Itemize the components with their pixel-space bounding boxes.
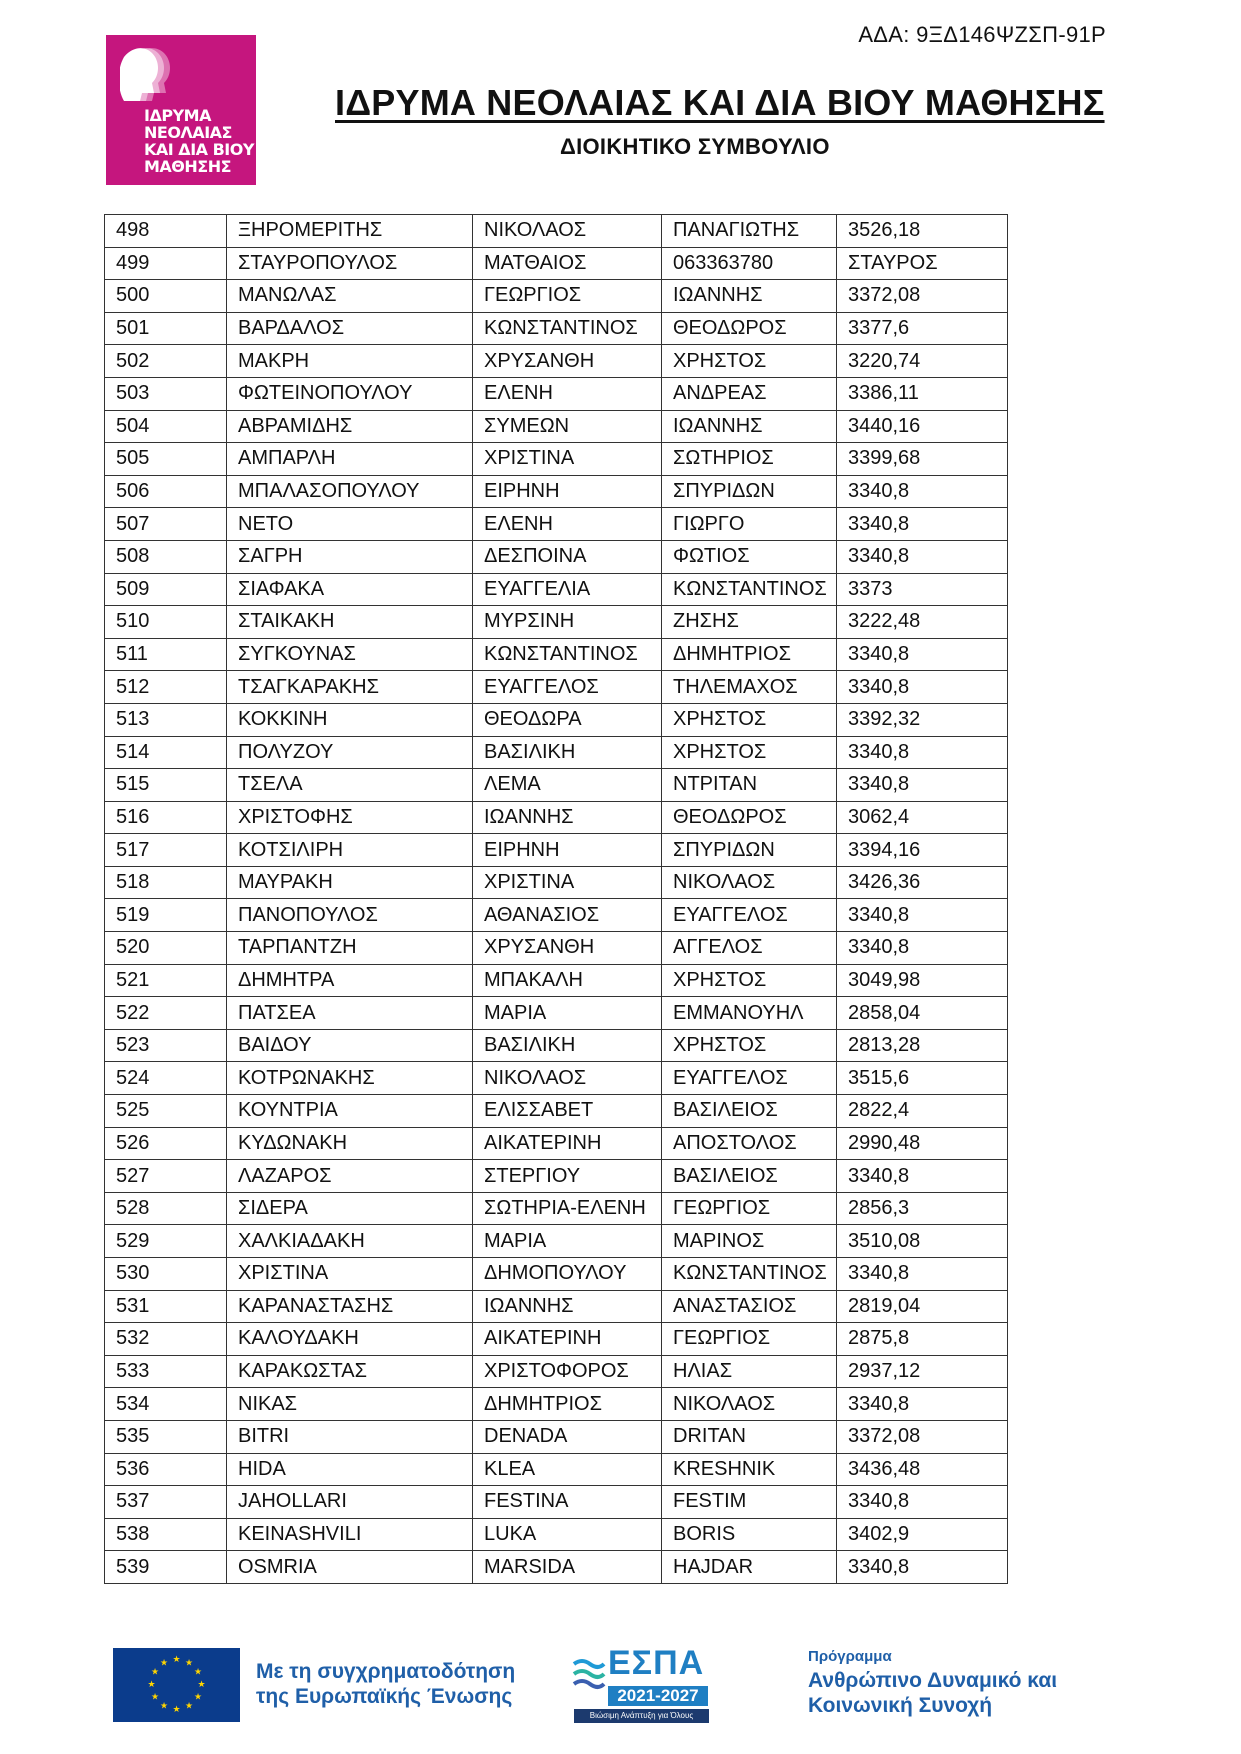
surname-cell: ΠΟΛΥΖΟΥ xyxy=(227,736,473,769)
surname-cell: ΚΑΡΑΝΑΣΤΑΣΗΣ xyxy=(227,1290,473,1323)
amount-cell: 3340,8 xyxy=(837,932,1008,965)
father-name-cell: ΣΩΤΗΡΙΟΣ xyxy=(662,443,837,476)
program-name-line: Ανθρώπινο Δυναμικό και xyxy=(808,1669,1058,1692)
first-name-cell: ΑΙΚΑΤΕΡΙΝΗ xyxy=(473,1323,662,1356)
first-name-cell: ΧΡΙΣΤΙΝΑ xyxy=(473,866,662,899)
table-row xyxy=(105,671,1008,704)
first-name-cell: ΝΙΚΟΛΑΟΣ xyxy=(473,1062,662,1095)
amount-cell: 3062,4 xyxy=(837,801,1008,834)
father-name-cell: ΤΗΛΕΜΑΧΟΣ xyxy=(662,671,837,704)
father-name-cell: ΕΜΜΑΝΟΥΗΛ xyxy=(662,997,837,1030)
surname-cell: ΞΗΡΟΜΕΡΙΤΗΣ xyxy=(227,215,473,248)
father-name-cell: ΘΕΟΔΩΡΟΣ xyxy=(662,312,837,345)
table-row xyxy=(105,1029,1008,1062)
amount-cell: 3340,8 xyxy=(837,1486,1008,1519)
father-name-cell: 063363780 xyxy=(662,247,837,280)
first-name-cell: ΣΤΕΡΓΙΟΥ xyxy=(473,1160,662,1193)
table-row xyxy=(105,834,1008,867)
row-number-cell: 512 xyxy=(105,671,227,704)
amount-cell: 3340,8 xyxy=(837,508,1008,541)
row-number-cell: 539 xyxy=(105,1551,227,1584)
first-name-cell: ΜΑΡΙΑ xyxy=(473,997,662,1030)
first-name-cell: ΜΥΡΣΙΝΗ xyxy=(473,606,662,639)
surname-cell: ΚΟΤΣΙΛΙΡΗ xyxy=(227,834,473,867)
first-name-cell: FESTINA xyxy=(473,1486,662,1519)
amount-cell: 3372,08 xyxy=(837,1420,1008,1453)
first-name-cell: ΧΡΥΣΑΝΘΗ xyxy=(473,932,662,965)
row-number-cell: 502 xyxy=(105,345,227,378)
surname-cell: ΑΜΠΑΡΛΗ xyxy=(227,443,473,476)
surname-cell: ΒΑΡΔΑΛΟΣ xyxy=(227,312,473,345)
table-row xyxy=(105,964,1008,997)
father-name-cell: ΑΝΑΣΤΑΣΙΟΣ xyxy=(662,1290,837,1323)
amount-cell: 3372,08 xyxy=(837,280,1008,313)
svg-text:★: ★ xyxy=(172,1705,181,1715)
row-number-cell: 538 xyxy=(105,1518,227,1551)
row-number-cell: 507 xyxy=(105,508,227,541)
first-name-cell: ΧΡΙΣΤΙΝΑ xyxy=(473,443,662,476)
table-row xyxy=(105,1323,1008,1356)
logo-line: ΝΕΟΛΑΙΑΣ xyxy=(144,123,232,142)
first-name-cell: ΜΠΑΚΑΛΗ xyxy=(473,964,662,997)
surname-cell: ΧΑΛΚΙΑΔΑΚΗ xyxy=(227,1225,473,1258)
eu-text-line: της Ευρωπαϊκής Ένωσης xyxy=(256,1685,513,1708)
surname-cell: ΚΑΡΑΚΩΣΤΑΣ xyxy=(227,1355,473,1388)
row-number-cell: 530 xyxy=(105,1258,227,1291)
first-name-cell: ΕΥΑΓΓΕΛΟΣ xyxy=(473,671,662,704)
first-name-cell: ΛΕΜΑ xyxy=(473,769,662,802)
first-name-cell: ΘΕΟΔΩΡΑ xyxy=(473,703,662,736)
row-number-cell: 508 xyxy=(105,540,227,573)
table-row xyxy=(105,606,1008,639)
father-name-cell: ΝΤΡΙΤΑΝ xyxy=(662,769,837,802)
svg-text:★: ★ xyxy=(172,1655,181,1665)
surname-cell: BITRI xyxy=(227,1420,473,1453)
amount-cell: 3340,8 xyxy=(837,1258,1008,1291)
first-name-cell: ΔΕΣΠΟΙΝΑ xyxy=(473,540,662,573)
amount-cell: 3340,8 xyxy=(837,638,1008,671)
father-name-cell: ΓΕΩΡΓΙΟΣ xyxy=(662,1323,837,1356)
amount-cell: 3220,74 xyxy=(837,345,1008,378)
program-text xyxy=(808,1648,1057,1718)
first-name-cell: ΓΕΩΡΓΙΟΣ xyxy=(473,280,662,313)
amount-cell: 2822,4 xyxy=(837,1095,1008,1128)
svg-text:★: ★ xyxy=(150,1692,160,1703)
father-name-cell: ΦΩΤΙΟΣ xyxy=(662,540,837,573)
surname-cell: ΝΕΤΟ xyxy=(227,508,473,541)
svg-text:★: ★ xyxy=(150,1667,160,1678)
svg-text:★: ★ xyxy=(159,1658,169,1669)
svg-text:★: ★ xyxy=(159,1701,169,1712)
father-name-cell: ΑΓΓΕΛΟΣ xyxy=(662,932,837,965)
program-name-line: Κοινωνική Συνοχή xyxy=(808,1694,993,1717)
svg-text:★: ★ xyxy=(193,1692,203,1703)
footer xyxy=(0,1640,1241,1730)
amount-cell: 2875,8 xyxy=(837,1323,1008,1356)
row-number-cell: 514 xyxy=(105,736,227,769)
first-name-cell: ΒΑΣΙΛΙΚΗ xyxy=(473,736,662,769)
father-name-cell: ΒΑΣΙΛΕΙΟΣ xyxy=(662,1160,837,1193)
surname-cell: ΦΩΤΕΙΝΟΠΟΥΛΟΥ xyxy=(227,377,473,410)
row-number-cell: 521 xyxy=(105,964,227,997)
table-row xyxy=(105,1192,1008,1225)
surname-cell: ΤΣΕΛΑ xyxy=(227,769,473,802)
amount-cell: 3402,9 xyxy=(837,1518,1008,1551)
table-row xyxy=(105,215,1008,248)
surname-cell: ΧΡΙΣΤΙΝΑ xyxy=(227,1258,473,1291)
row-number-cell: 523 xyxy=(105,1029,227,1062)
first-name-cell: KLEA xyxy=(473,1453,662,1486)
row-number-cell: 536 xyxy=(105,1453,227,1486)
amount-cell: 3386,11 xyxy=(837,377,1008,410)
first-name-cell: ΔΗΜΟΠΟΥΛΟΥ xyxy=(473,1258,662,1291)
row-number-cell: 525 xyxy=(105,1095,227,1128)
surname-cell: OSMRIA xyxy=(227,1551,473,1584)
row-number-cell: 526 xyxy=(105,1127,227,1160)
eu-stars-icon xyxy=(113,1648,240,1722)
first-name-cell: ΑΙΚΑΤΕΡΙΝΗ xyxy=(473,1127,662,1160)
father-name-cell: ΝΙΚΟΛΑΟΣ xyxy=(662,866,837,899)
amount-cell: 3340,8 xyxy=(837,736,1008,769)
table-row xyxy=(105,1420,1008,1453)
father-name-cell: ΒΑΣΙΛΕΙΟΣ xyxy=(662,1095,837,1128)
father-name-cell: DRITAN xyxy=(662,1420,837,1453)
espa-waves-icon xyxy=(572,1656,606,1698)
first-name-cell: ΜΑΤΘΑΙΟΣ xyxy=(473,247,662,280)
amount-cell: ΣΤΑΥΡΟΣ xyxy=(837,247,1008,280)
row-number-cell: 498 xyxy=(105,215,227,248)
row-number-cell: 500 xyxy=(105,280,227,313)
first-name-cell: ΣΩΤΗΡΙΑ-ΕΛΕΝΗ xyxy=(473,1192,662,1225)
row-number-cell: 531 xyxy=(105,1290,227,1323)
amount-cell: 3340,8 xyxy=(837,1551,1008,1584)
row-number-cell: 527 xyxy=(105,1160,227,1193)
row-number-cell: 534 xyxy=(105,1388,227,1421)
surname-cell: ΤΣΑΓΚΑΡΑΚΗΣ xyxy=(227,671,473,704)
table-row xyxy=(105,345,1008,378)
table-row xyxy=(105,1518,1008,1551)
first-name-cell: MARSIDA xyxy=(473,1551,662,1584)
first-name-cell: ΕΥΑΓΓΕΛΙΑ xyxy=(473,573,662,606)
table-row xyxy=(105,508,1008,541)
amount-cell: 3340,8 xyxy=(837,899,1008,932)
espa-wordmark: ΕΣΠΑ xyxy=(608,1644,705,1682)
espa-tagline: Βιώσιμη Ανάπτυξη για Όλους xyxy=(574,1709,709,1723)
first-name-cell: ΝΙΚΟΛΑΟΣ xyxy=(473,215,662,248)
table-row xyxy=(105,1258,1008,1291)
surname-cell: JAHOLLARI xyxy=(227,1486,473,1519)
first-name-cell: ΙΩΑΝΝΗΣ xyxy=(473,801,662,834)
row-number-cell: 533 xyxy=(105,1355,227,1388)
beneficiaries-table xyxy=(104,214,1008,1584)
eu-flag xyxy=(113,1648,240,1722)
father-name-cell: ΣΠΥΡΙΔΩΝ xyxy=(662,834,837,867)
surname-cell: ΚΟΚΚΙΝΗ xyxy=(227,703,473,736)
table-row xyxy=(105,1127,1008,1160)
espa-years: 2021-2027 xyxy=(608,1686,708,1706)
page-title: ΙΔΡΥΜΑ ΝΕΟΛΑΙΑΣ ΚΑΙ ΔΙΑ ΒΙΟΥ ΜΑΘΗΣΗΣ xyxy=(335,82,1105,123)
row-number-cell: 499 xyxy=(105,247,227,280)
surname-cell: ΜΠΑΛΑΣΟΠΟΥΛΟΥ xyxy=(227,475,473,508)
surname-cell: ΣΙΔΕΡΑ xyxy=(227,1192,473,1225)
table-row xyxy=(105,1095,1008,1128)
father-name-cell: BORIS xyxy=(662,1518,837,1551)
father-name-cell: ΘΕΟΔΩΡΟΣ xyxy=(662,801,837,834)
surname-cell: ΣΤΑΥΡΟΠΟΥΛΟΣ xyxy=(227,247,473,280)
row-number-cell: 516 xyxy=(105,801,227,834)
program-label: Πρόγραμμα xyxy=(808,1648,892,1665)
amount-cell: 3373 xyxy=(837,573,1008,606)
table-row xyxy=(105,801,1008,834)
first-name-cell: ΜΑΡΙΑ xyxy=(473,1225,662,1258)
father-name-cell: ΜΑΡΙΝΟΣ xyxy=(662,1225,837,1258)
amount-cell: 3440,16 xyxy=(837,410,1008,443)
amount-cell: 3340,8 xyxy=(837,769,1008,802)
father-name-cell: ΧΡΗΣΤΟΣ xyxy=(662,703,837,736)
father-name-cell: ΙΩΑΝΝΗΣ xyxy=(662,280,837,313)
surname-cell: ΚΟΥΝΤΡΙΑ xyxy=(227,1095,473,1128)
row-number-cell: 528 xyxy=(105,1192,227,1225)
table-body xyxy=(105,215,1008,1584)
father-name-cell: ΚΩΝΣΤΑΝΤΙΝΟΣ xyxy=(662,1258,837,1291)
row-number-cell: 509 xyxy=(105,573,227,606)
table-row xyxy=(105,703,1008,736)
row-number-cell: 501 xyxy=(105,312,227,345)
page-subtitle: ΔΙΟΙΚΗΤΙΚΟ ΣΥΜΒΟΥΛΙΟ xyxy=(560,134,830,159)
table-row xyxy=(105,1290,1008,1323)
father-name-cell: ΔΗΜΗΤΡΙΟΣ xyxy=(662,638,837,671)
first-name-cell: ΔΗΜΗΤΡΙΟΣ xyxy=(473,1388,662,1421)
amount-cell: 2858,04 xyxy=(837,997,1008,1030)
amount-cell: 3377,6 xyxy=(837,312,1008,345)
surname-cell: ΠΑΝΟΠΟΥΛΟΣ xyxy=(227,899,473,932)
father-name-cell: ΑΝΔΡΕΑΣ xyxy=(662,377,837,410)
father-name-cell: FESTIM xyxy=(662,1486,837,1519)
row-number-cell: 510 xyxy=(105,606,227,639)
first-name-cell: ΑΘΑΝΑΣΙΟΣ xyxy=(473,899,662,932)
surname-cell: ΔΗΜΗΤΡΑ xyxy=(227,964,473,997)
amount-cell: 3394,16 xyxy=(837,834,1008,867)
surname-cell: ΝΙΚΑΣ xyxy=(227,1388,473,1421)
svg-text:★: ★ xyxy=(197,1680,206,1690)
svg-text:★: ★ xyxy=(147,1680,156,1690)
father-name-cell: ΓΕΩΡΓΙΟΣ xyxy=(662,1192,837,1225)
table-row xyxy=(105,377,1008,410)
father-name-cell: ΕΥΑΓΓΕΛΟΣ xyxy=(662,899,837,932)
amount-cell: 3340,8 xyxy=(837,671,1008,704)
amount-cell: 2937,12 xyxy=(837,1355,1008,1388)
table-row xyxy=(105,280,1008,313)
first-name-cell: DENADA xyxy=(473,1420,662,1453)
amount-cell: 3222,48 xyxy=(837,606,1008,639)
surname-cell: HIDA xyxy=(227,1453,473,1486)
table-row xyxy=(105,1225,1008,1258)
surname-cell: ΛΑΖΑΡΟΣ xyxy=(227,1160,473,1193)
first-name-cell: ΙΩΑΝΝΗΣ xyxy=(473,1290,662,1323)
first-name-cell: ΕΙΡΗΝΗ xyxy=(473,834,662,867)
amount-cell: 3392,32 xyxy=(837,703,1008,736)
surname-cell: ΤΑΡΠΑΝΤΖΗ xyxy=(227,932,473,965)
table-row xyxy=(105,1160,1008,1193)
table-row xyxy=(105,899,1008,932)
logo-wordmark xyxy=(144,107,254,175)
surname-cell: ΚΟΤΡΩΝΑΚΗΣ xyxy=(227,1062,473,1095)
amount-cell: 3526,18 xyxy=(837,215,1008,248)
table-row xyxy=(105,312,1008,345)
row-number-cell: 506 xyxy=(105,475,227,508)
surname-cell: ΒΑΙΔΟΥ xyxy=(227,1029,473,1062)
first-name-cell: ΕΙΡΗΝΗ xyxy=(473,475,662,508)
row-number-cell: 524 xyxy=(105,1062,227,1095)
amount-cell: 3340,8 xyxy=(837,1160,1008,1193)
father-name-cell: ΧΡΗΣΤΟΣ xyxy=(662,964,837,997)
father-name-cell: ΓΙΩΡΓΟ xyxy=(662,508,837,541)
table-row xyxy=(105,736,1008,769)
amount-cell: 3399,68 xyxy=(837,443,1008,476)
row-number-cell: 504 xyxy=(105,410,227,443)
row-number-cell: 537 xyxy=(105,1486,227,1519)
first-name-cell: ΕΛΕΝΗ xyxy=(473,508,662,541)
table-row xyxy=(105,769,1008,802)
ada-code: ΑΔΑ: 9ΞΔ146ΨΖΣΠ-91Ρ xyxy=(858,22,1106,47)
father-name-cell: ΣΠΥΡΙΔΩΝ xyxy=(662,475,837,508)
table-row xyxy=(105,866,1008,899)
father-name-cell: ΧΡΗΣΤΟΣ xyxy=(662,736,837,769)
row-number-cell: 519 xyxy=(105,899,227,932)
surname-cell: ΧΡΙΣΤΟΦΗΣ xyxy=(227,801,473,834)
surname-cell: ΣΙΑΦΑΚΑ xyxy=(227,573,473,606)
father-name-cell: ΧΡΗΣΤΟΣ xyxy=(662,345,837,378)
row-number-cell: 520 xyxy=(105,932,227,965)
first-name-cell: ΕΛΕΝΗ xyxy=(473,377,662,410)
father-name-cell: ΗΛΙΑΣ xyxy=(662,1355,837,1388)
row-number-cell: 522 xyxy=(105,997,227,1030)
svg-text:★: ★ xyxy=(184,1701,194,1712)
amount-cell: 3049,98 xyxy=(837,964,1008,997)
amount-cell: 2856,3 xyxy=(837,1192,1008,1225)
surname-cell: ΠΑΤΣΕΑ xyxy=(227,997,473,1030)
amount-cell: 3426,36 xyxy=(837,866,1008,899)
logo-line: ΚΑΙ ΔΙΑ ΒΙΟΥ xyxy=(144,140,254,159)
surname-cell: KEINASHVILI xyxy=(227,1518,473,1551)
surname-cell: ΚΥΔΩΝΑΚΗ xyxy=(227,1127,473,1160)
father-name-cell: ΚΩΝΣΤΑΝΤΙΝΟΣ xyxy=(662,573,837,606)
row-number-cell: 517 xyxy=(105,834,227,867)
father-name-cell: ΖΗΣΗΣ xyxy=(662,606,837,639)
row-number-cell: 535 xyxy=(105,1420,227,1453)
eu-cofunding-text xyxy=(256,1659,515,1709)
first-name-cell: ΕΛΙΣΣΑΒΕΤ xyxy=(473,1095,662,1128)
table-row xyxy=(105,1551,1008,1584)
table-row xyxy=(105,573,1008,606)
logo-line: ΙΔΡΥΜΑ xyxy=(144,106,211,125)
amount-cell: 3436,48 xyxy=(837,1453,1008,1486)
table-row xyxy=(105,1453,1008,1486)
row-number-cell: 518 xyxy=(105,866,227,899)
logo-line: ΜΑΘΗΣΗΣ xyxy=(144,157,232,176)
surname-cell: ΚΑΛΟΥΔΑΚΗ xyxy=(227,1323,473,1356)
surname-cell: ΣΑΓΡΗ xyxy=(227,540,473,573)
row-number-cell: 511 xyxy=(105,638,227,671)
amount-cell: 3340,8 xyxy=(837,540,1008,573)
table-row xyxy=(105,1486,1008,1519)
father-name-cell: KRESHNIK xyxy=(662,1453,837,1486)
table-row xyxy=(105,540,1008,573)
row-number-cell: 505 xyxy=(105,443,227,476)
row-number-cell: 529 xyxy=(105,1225,227,1258)
head-silhouettes-icon xyxy=(120,41,180,107)
first-name-cell: ΧΡΙΣΤΟΦΟΡΟΣ xyxy=(473,1355,662,1388)
table-row xyxy=(105,1388,1008,1421)
surname-cell: ΑΒΡΑΜΙΔΗΣ xyxy=(227,410,473,443)
first-name-cell: ΣΥΜΕΩΝ xyxy=(473,410,662,443)
first-name-cell: ΚΩΝΣΤΑΝΤΙΝΟΣ xyxy=(473,638,662,671)
table-row xyxy=(105,443,1008,476)
surname-cell: ΜΑΝΩΛΑΣ xyxy=(227,280,473,313)
father-name-cell: ΙΩΑΝΝΗΣ xyxy=(662,410,837,443)
eu-text-line: Με τη συγχρηματοδότηση xyxy=(256,1660,516,1683)
father-name-cell: ΕΥΑΓΓΕΛΟΣ xyxy=(662,1062,837,1095)
svg-text:★: ★ xyxy=(193,1667,203,1678)
amount-cell: 2990,48 xyxy=(837,1127,1008,1160)
row-number-cell: 532 xyxy=(105,1323,227,1356)
surname-cell: ΣΥΓΚΟΥΝΑΣ xyxy=(227,638,473,671)
row-number-cell: 513 xyxy=(105,703,227,736)
amount-cell: 3340,8 xyxy=(837,1388,1008,1421)
father-name-cell: ΑΠΟΣΤΟΛΟΣ xyxy=(662,1127,837,1160)
table-row xyxy=(105,475,1008,508)
amount-cell: 2819,04 xyxy=(837,1290,1008,1323)
surname-cell: ΣΤΑΙΚΑΚΗ xyxy=(227,606,473,639)
foundation-logo xyxy=(106,35,256,185)
espa-logo xyxy=(572,1644,717,1724)
surname-cell: ΜΑΥΡΑΚΗ xyxy=(227,866,473,899)
amount-cell: 2813,28 xyxy=(837,1029,1008,1062)
father-name-cell: ΠΑΝΑΓΙΩΤΗΣ xyxy=(662,215,837,248)
father-name-cell: ΝΙΚΟΛΑΟΣ xyxy=(662,1388,837,1421)
amount-cell: 3340,8 xyxy=(837,475,1008,508)
table-row xyxy=(105,1062,1008,1095)
first-name-cell: ΧΡΥΣΑΝΘΗ xyxy=(473,345,662,378)
table-row xyxy=(105,247,1008,280)
table-row xyxy=(105,1355,1008,1388)
father-name-cell: ΧΡΗΣΤΟΣ xyxy=(662,1029,837,1062)
amount-cell: 3515,6 xyxy=(837,1062,1008,1095)
first-name-cell: ΒΑΣΙΛΙΚΗ xyxy=(473,1029,662,1062)
amount-cell: 3510,08 xyxy=(837,1225,1008,1258)
row-number-cell: 515 xyxy=(105,769,227,802)
svg-text:★: ★ xyxy=(184,1658,194,1669)
father-name-cell: HAJDAR xyxy=(662,1551,837,1584)
row-number-cell: 503 xyxy=(105,377,227,410)
table-row xyxy=(105,997,1008,1030)
first-name-cell: ΚΩΝΣΤΑΝΤΙΝΟΣ xyxy=(473,312,662,345)
surname-cell: ΜΑΚΡΗ xyxy=(227,345,473,378)
table-row xyxy=(105,932,1008,965)
table-row xyxy=(105,410,1008,443)
first-name-cell: LUKA xyxy=(473,1518,662,1551)
table-row xyxy=(105,638,1008,671)
